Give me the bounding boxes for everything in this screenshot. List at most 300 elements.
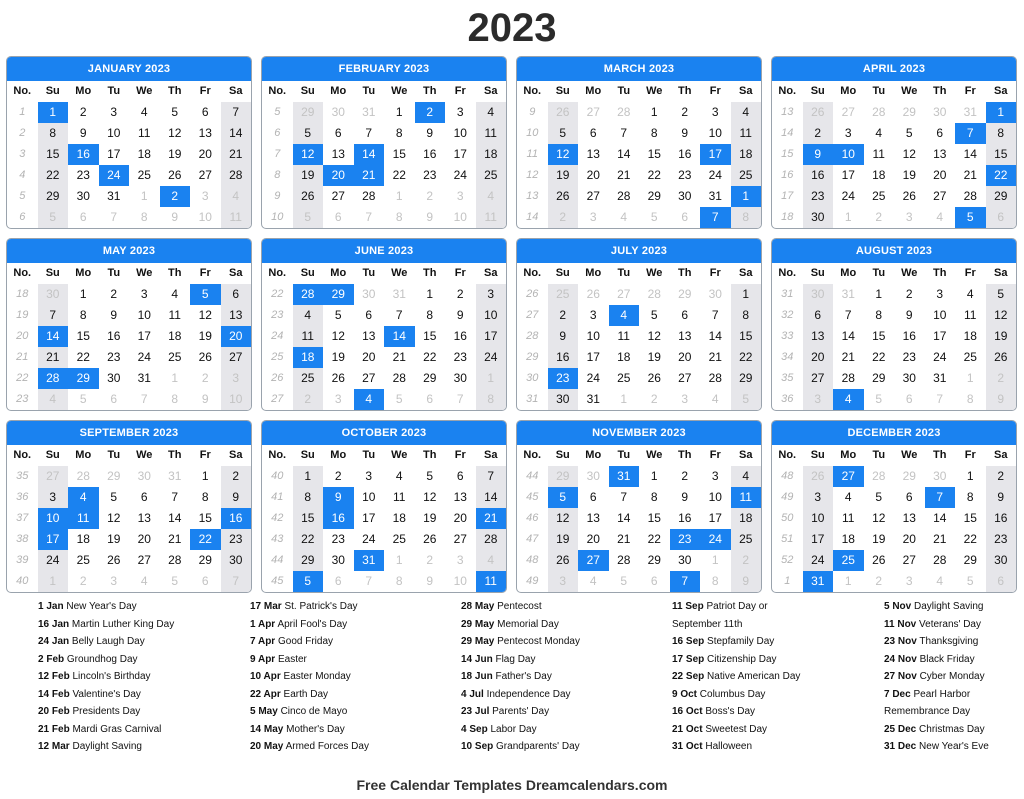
holiday-name: Black Friday [919,653,975,665]
holiday-name: Parents' Day [492,706,550,717]
holiday-name: Daylight Saving [72,741,142,752]
day-cell: 13 [221,305,252,326]
week-number: 22 [271,288,284,300]
day-cell: 2 [426,553,434,567]
week-row [772,123,1016,144]
week-number: 52 [781,554,794,566]
holiday-date: 24 Jan [38,636,70,647]
day-cell: 4 [395,469,403,483]
day-cell: 25 [872,189,886,203]
holiday-date: 31 Oct [672,741,703,752]
month-december [771,420,1017,593]
day-cell: 30 [933,105,947,119]
day-cell: 19 [548,165,579,186]
day-cell: 16 [453,329,467,343]
day-cell: 7 [221,102,252,123]
weekday-header [517,81,761,102]
week-row [262,571,506,592]
week-number: 30 [526,372,539,384]
weekday-label: Th [678,267,692,279]
day-cell: 15 [293,508,324,529]
weekday-label: Th [933,267,947,279]
week-row [517,571,761,592]
day-cell: 3 [365,469,373,483]
holiday-day-cell: 22 [986,165,1017,186]
month-may [6,238,252,411]
week-number: 36 [781,393,794,405]
week-row [262,305,506,326]
week-row [7,186,251,207]
day-cell: 29 [198,553,212,567]
day-cell: 27 [331,189,345,203]
weekday-label: We [901,449,918,461]
day-cell: 7 [221,571,252,592]
weekday-header [262,445,506,466]
holiday-day-cell: 25 [833,550,864,571]
week-row [7,347,251,368]
day-cell: 21 [841,350,855,364]
week-number: 4 [19,169,26,181]
month-title: DECEMBER 2023 [772,421,1016,445]
day-cell: 15 [76,329,90,343]
day-cell: 4 [731,466,762,487]
week-row [262,144,506,165]
week-number: 50 [781,512,794,524]
day-cell: 6 [110,392,118,406]
holiday-date: 18 Jun [461,671,493,682]
day-cell: 13 [586,147,600,161]
weekday-label: Tu [362,449,376,461]
holiday-name: Groundhog Day [66,653,138,665]
day-cell: 14 [617,511,631,525]
day-cell: 6 [365,308,373,322]
week-number: 47 [526,533,539,545]
week-row [772,165,1016,186]
day-cell: 17 [586,350,600,364]
day-cell: 9 [201,392,209,406]
week-number: 36 [16,491,29,503]
day-cell: 4 [140,105,148,119]
week-number: 14 [526,211,539,223]
week-number: 48 [781,470,794,482]
day-cell: 7 [620,490,628,504]
month-february [261,56,507,229]
week-number: 31 [526,393,539,405]
weekday-label: Tu [362,267,376,279]
day-cell: 6 [650,574,658,588]
holiday-date: 17 Mar [250,601,282,612]
weekday-label: We [136,85,153,97]
holiday-item [461,633,671,651]
weekday-label: Mo [330,85,347,97]
day-cell: 22 [38,165,69,186]
day-cell: 12 [168,126,182,140]
day-cell: 23 [453,350,467,364]
day-cell: 8 [395,210,403,224]
weekday-label: Mo [75,85,92,97]
day-cell: 15 [872,329,886,343]
day-cell: 30 [548,389,579,410]
weekday-label: Sa [739,267,753,279]
day-cell: 1 [620,392,628,406]
day-cell: 25 [963,350,977,364]
day-cell: 1 [966,371,974,385]
weekday-header [262,263,506,284]
day-cell: 6 [681,308,689,322]
week-row [517,508,761,529]
holiday-item [461,721,671,739]
day-cell: 1 [293,466,324,487]
day-cell: 31 [168,469,182,483]
week-row [262,347,506,368]
day-cell: 5 [38,207,69,228]
day-cell: 28 [76,469,90,483]
week-row [517,529,761,550]
day-cell: 25 [293,368,324,389]
weekday-label: Su [45,85,60,97]
day-cell: 27 [586,189,600,203]
day-cell: 18 [963,329,977,343]
holiday-day-cell: 22 [190,529,221,550]
day-cell: 27 [362,371,376,385]
day-cell: 6 [334,574,342,588]
day-cell: 7 [620,126,628,140]
holiday-day-cell: 31 [803,571,834,592]
day-cell: 8 [171,392,179,406]
week-number: 23 [271,309,284,321]
week-row [262,508,506,529]
day-cell: 5 [905,126,913,140]
day-cell: 11 [476,123,507,144]
day-cell: 23 [986,529,1017,550]
holiday-item [250,633,460,651]
day-cell: 6 [456,469,464,483]
holiday-name: Native American Day [707,671,801,682]
day-cell: 23 [221,529,252,550]
holiday-name: Father's Day [495,671,552,682]
day-cell: 24 [586,371,600,385]
month-title: APRIL 2023 [772,57,1016,81]
day-cell: 8 [293,487,324,508]
holiday-date: 28 May [461,601,495,612]
day-cell: 8 [79,308,87,322]
holiday-name: Columbus Day [699,688,766,700]
weekday-label: Su [555,267,570,279]
day-cell: 11 [617,329,630,343]
day-cell: 11 [393,490,406,504]
holiday-date: 16 Sep [672,636,705,647]
holiday-date: 16 Oct [672,706,703,717]
day-cell: 28 [963,189,977,203]
day-cell: 19 [293,165,324,186]
holiday-day-cell: 11 [68,508,99,529]
weekday-label: Tu [872,449,886,461]
day-cell: 14 [168,511,182,525]
day-cell: 22 [647,168,661,182]
holiday-name: Earth Day [283,688,329,700]
week-number: 14 [781,127,794,139]
holiday-day-cell: 16 [323,508,354,529]
week-row [262,466,506,487]
day-cell: 3 [456,553,464,567]
day-cell: 20 [803,347,834,368]
day-cell: 1 [395,189,403,203]
week-row [7,466,251,487]
weekday-label: Mo [75,449,92,461]
weekday-label: Tu [617,267,631,279]
footer-credit: Free Calendar Templates Dreamcalendars.com [356,777,668,793]
day-cell: 30 [107,371,121,385]
week-row [7,305,251,326]
weekday-label: Fr [709,267,721,279]
day-cell: 3 [201,189,209,203]
day-cell: 10 [362,490,376,504]
holiday-item [250,598,460,616]
holiday-day-cell: 28 [293,284,324,305]
holiday-date: 4 Sep [461,723,488,735]
holiday-day-cell: 5 [293,571,324,592]
day-cell: 8 [711,574,719,588]
week-number: 51 [781,533,794,545]
day-cell: 30 [331,553,345,567]
day-cell: 13 [198,126,212,140]
week-number: 16 [781,169,794,181]
day-cell: 23 [423,168,437,182]
day-cell: 3 [589,308,597,322]
day-cell: 17 [362,511,376,525]
day-cell: 1 [476,368,507,389]
day-cell: 8 [201,490,209,504]
holiday-item [672,633,882,651]
day-cell: 3 [456,189,464,203]
weekday-label: Tu [107,449,121,461]
holiday-date: 24 Nov [884,653,917,665]
day-cell: 28 [362,189,376,203]
weekday-label: Mo [840,449,857,461]
weekday-label: Th [168,85,182,97]
weekday-label: Sa [229,85,243,97]
day-cell: 10 [137,308,151,322]
weekday-label: Tu [107,85,121,97]
week-number: 46 [526,512,539,524]
day-cell: 6 [905,392,913,406]
weekday-label: Su [810,449,825,461]
day-cell: 8 [875,308,883,322]
holiday-item [250,651,460,669]
week-number: 19 [16,309,29,321]
day-cell: 5 [171,105,179,119]
day-cell: 17 [107,147,121,161]
holiday-date: 14 Feb [38,688,70,700]
day-cell: 31 [107,189,121,203]
day-cell: 4 [620,210,628,224]
day-cell: 29 [963,553,977,567]
day-cell: 17 [841,168,855,182]
weekday-label: Th [933,449,947,461]
week-row [7,326,251,347]
day-cell: 6 [905,490,913,504]
week-row [7,529,251,550]
day-cell: 1 [844,574,852,588]
day-cell: 16 [423,147,437,161]
holiday-name: Citizenship Day [707,653,777,665]
day-cell: 9 [456,308,464,322]
holiday-name: Labor Day [490,723,537,735]
weekday-label: Su [810,85,825,97]
day-cell: 12 [107,511,121,525]
day-cell: 29 [986,186,1017,207]
holiday-day-cell: 14 [354,144,385,165]
holiday-day-cell: 23 [548,368,579,389]
day-cell: 31 [963,105,977,119]
day-cell: 20 [453,511,467,525]
day-cell: 7 [936,392,944,406]
day-cell: 17 [803,529,834,550]
holiday-column [884,598,1024,756]
weekday-label: No. [523,449,542,461]
day-cell: 21 [38,347,69,368]
day-cell: 14 [841,329,855,343]
weekday-label: No. [778,449,797,461]
week-row [7,508,251,529]
day-cell: 29 [107,469,121,483]
day-cell: 4 [140,574,148,588]
day-cell: 30 [586,469,600,483]
day-cell: 21 [221,144,252,165]
day-cell: 7 [171,490,179,504]
week-row [7,102,251,123]
week-number: 13 [781,106,794,118]
weekday-label: Tu [872,267,886,279]
holiday-day-cell: 12 [548,144,579,165]
holiday-name: New Year's Eve [919,741,989,752]
weekday-label: No. [13,449,32,461]
day-cell: 30 [331,105,345,119]
weekday-label: No. [778,85,797,97]
day-cell: 28 [841,371,855,385]
day-cell: 25 [731,529,762,550]
holiday-date: 4 Jul [461,688,484,700]
day-cell: 26 [586,287,600,301]
day-cell: 25 [476,165,507,186]
day-cell: 1 [966,469,974,483]
weekday-label: No. [523,267,542,279]
week-number: 9 [529,106,536,118]
day-cell: 19 [168,147,182,161]
holiday-item [884,633,1024,651]
month-august [771,238,1017,411]
day-cell: 22 [963,532,977,546]
day-cell: 9 [426,126,434,140]
holiday-date: 11 Sep [672,601,704,612]
holiday-day-cell: 16 [68,144,99,165]
week-number: 26 [271,372,284,384]
day-cell: 30 [678,553,692,567]
day-cell: 21 [708,350,722,364]
week-number: 20 [16,330,29,342]
holiday-day-cell: 29 [68,368,99,389]
day-cell: 3 [140,287,148,301]
day-cell: 5 [966,574,974,588]
holiday-name: Veterans' Day [919,618,981,630]
holiday-name: Easter [277,653,307,665]
week-number: 35 [781,372,794,384]
day-cell: 10 [453,126,467,140]
week-row [517,326,761,347]
day-cell: 6 [936,126,944,140]
day-cell: 5 [731,389,762,410]
day-cell: 30 [678,189,692,203]
day-cell: 19 [198,329,212,343]
day-cell: 9 [426,574,434,588]
holiday-date: 17 Sep [672,653,705,665]
day-cell: 27 [841,105,855,119]
day-cell: 12 [647,329,661,343]
day-cell: 2 [803,123,834,144]
day-cell: 30 [902,371,916,385]
day-cell: 9 [548,326,579,347]
day-cell: 20 [362,350,376,364]
holiday-item [38,686,248,704]
weekday-label: Su [45,267,60,279]
day-cell: 27 [803,368,834,389]
day-cell: 3 [803,487,834,508]
day-cell: 11 [476,207,507,228]
day-cell: 2 [875,210,883,224]
day-cell: 3 [548,571,579,592]
weekday-label: We [136,267,153,279]
day-cell: 4 [875,126,883,140]
holiday-name: Flag Day [495,653,536,665]
week-number: 5 [19,190,26,202]
day-cell: 21 [617,532,631,546]
week-number: 39 [16,554,29,566]
holiday-day-cell: 11 [476,571,507,592]
week-number: 15 [781,148,794,160]
day-cell: 30 [803,207,834,228]
day-cell: 25 [137,168,151,182]
holiday-day-cell: 12 [293,144,324,165]
holiday-item [884,598,1024,616]
day-cell: 2 [426,189,434,203]
holiday-name: Grandparents' Day [496,741,580,752]
weekday-label: We [391,449,408,461]
week-row [262,550,506,571]
day-cell: 4 [936,210,944,224]
week-number: 10 [271,211,284,223]
day-cell: 28 [617,105,631,119]
day-cell: 10 [476,305,507,326]
day-cell: 7 [365,210,373,224]
weekday-label: Su [810,267,825,279]
day-cell: 1 [79,287,87,301]
weekday-label: Fr [454,449,466,461]
day-cell: 3 [905,574,913,588]
day-cell: 1 [875,287,883,301]
weekday-header [7,263,251,284]
week-row [7,165,251,186]
week-row [262,165,506,186]
month-title: JANUARY 2023 [7,57,251,81]
week-number: 45 [271,575,284,587]
day-cell: 27 [902,553,916,567]
week-number: 44 [271,554,284,566]
day-cell: 9 [986,487,1017,508]
holiday-name: Mother's Day [286,723,345,735]
day-cell: 7 [456,392,464,406]
week-number: 41 [271,491,284,503]
day-cell: 1 [650,469,658,483]
